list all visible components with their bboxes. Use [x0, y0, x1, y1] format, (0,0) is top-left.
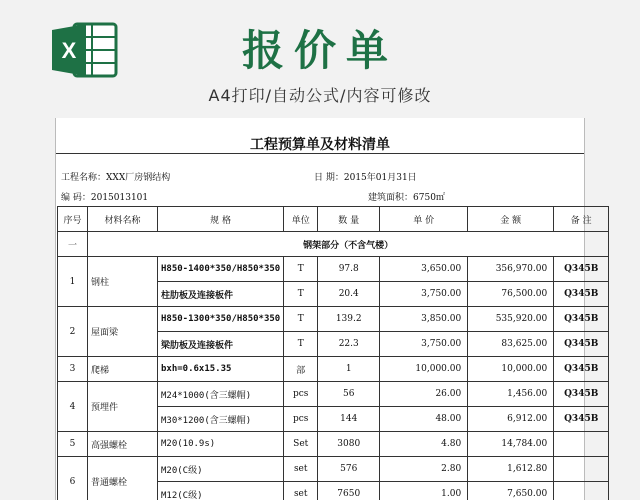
- quantity-cell[interactable]: 144: [318, 407, 380, 432]
- unit-price-cell[interactable]: 4.80: [380, 432, 468, 457]
- area-value: 6750㎡: [413, 193, 445, 203]
- spec-cell[interactable]: M24*1000(含三螺帽): [158, 382, 284, 407]
- note-cell[interactable]: Q345B: [554, 357, 609, 382]
- table-row: [58, 257, 609, 282]
- unit-cell[interactable]: 部: [284, 357, 318, 382]
- column-header[interactable]: 单位: [284, 207, 318, 232]
- column-header[interactable]: 材料名称: [88, 207, 158, 232]
- column-header[interactable]: 备 注: [554, 207, 609, 232]
- note-cell[interactable]: Q345B: [554, 382, 609, 407]
- note-cell[interactable]: Q345B: [554, 332, 609, 357]
- spec-cell[interactable]: bxh=0.6x15.35: [158, 357, 284, 382]
- material-name[interactable]: 高强螺栓: [88, 432, 158, 457]
- column-header[interactable]: 单 价: [380, 207, 468, 232]
- quantity-cell[interactable]: 56: [318, 382, 380, 407]
- code: [61, 190, 148, 203]
- code-value: 2015013101: [90, 193, 149, 203]
- unit-cell[interactable]: pcs: [284, 407, 318, 432]
- unit-cell[interactable]: Set: [284, 432, 318, 457]
- document-title: 工程预算单及材料清单: [56, 130, 584, 154]
- unit-price-cell[interactable]: 3,750.00: [380, 332, 468, 357]
- spec-cell[interactable]: M30*1200(含三螺帽): [158, 407, 284, 432]
- quantity-cell[interactable]: 576: [318, 457, 380, 482]
- project-name: [61, 170, 170, 183]
- column-header[interactable]: 金 额: [468, 207, 554, 232]
- unit-cell[interactable]: pcs: [284, 382, 318, 407]
- note-cell[interactable]: [554, 457, 609, 482]
- spec-cell[interactable]: H850-1400*350/H850*350: [158, 257, 284, 282]
- unit-cell[interactable]: T: [284, 257, 318, 282]
- amount-cell[interactable]: 83,625.00: [468, 332, 554, 357]
- material-name[interactable]: 爬梯: [88, 357, 158, 382]
- amount-cell[interactable]: 356,970.00: [468, 257, 554, 282]
- unit-price-cell[interactable]: 1.00: [380, 482, 468, 500]
- date: [314, 170, 417, 183]
- unit-cell[interactable]: set: [284, 457, 318, 482]
- table-row: [58, 457, 609, 482]
- code-label: 编 码：: [61, 193, 91, 203]
- amount-cell[interactable]: 76,500.00: [468, 282, 554, 307]
- banner-subtitle: A4打印/自动公式/内容可修改: [208, 86, 432, 105]
- unit-cell[interactable]: T: [284, 332, 318, 357]
- note-cell[interactable]: [554, 432, 609, 457]
- table-row: [58, 382, 609, 407]
- column-header[interactable]: 数 量: [318, 207, 380, 232]
- banner: [0, 0, 640, 118]
- table-row: [58, 432, 609, 457]
- quantity-cell[interactable]: 22.3: [318, 332, 380, 357]
- spec-cell[interactable]: 梁肋板及连接板件: [158, 332, 284, 357]
- spec-cell[interactable]: M20(C级): [158, 457, 284, 482]
- unit-price-cell[interactable]: 48.00: [380, 407, 468, 432]
- unit-price-cell[interactable]: 26.00: [380, 382, 468, 407]
- unit-price-cell[interactable]: 3,750.00: [380, 282, 468, 307]
- section-title[interactable]: 钢架部分（不含气楼）: [88, 232, 609, 257]
- table-row: [58, 307, 609, 332]
- date-label: 日 期：: [314, 173, 344, 183]
- unit-cell[interactable]: T: [284, 307, 318, 332]
- note-cell[interactable]: Q345B: [554, 282, 609, 307]
- item-number[interactable]: 4: [58, 382, 88, 432]
- unit-price-cell[interactable]: 10,000.00: [380, 357, 468, 382]
- material-name[interactable]: 钢柱: [88, 257, 158, 307]
- section-number[interactable]: 一: [58, 232, 88, 257]
- unit-cell[interactable]: set: [284, 482, 318, 500]
- amount-cell[interactable]: 1,612.80: [468, 457, 554, 482]
- amount-cell[interactable]: 6,912.00: [468, 407, 554, 432]
- project-value: XXX厂房钢结构: [106, 173, 171, 183]
- svg-text:X: X: [61, 38, 77, 63]
- date-value: 2015年01月31日: [343, 173, 417, 183]
- table-row: [58, 357, 609, 382]
- project-label: 工程名称：: [61, 173, 107, 183]
- spec-cell[interactable]: M20(10.9s): [158, 432, 284, 457]
- note-cell[interactable]: Q345B: [554, 407, 609, 432]
- amount-cell[interactable]: 535,920.00: [468, 307, 554, 332]
- item-number[interactable]: 3: [58, 357, 88, 382]
- column-header[interactable]: 规 格: [158, 207, 284, 232]
- quantity-cell[interactable]: 20.4: [318, 282, 380, 307]
- amount-cell[interactable]: 1,456.00: [468, 382, 554, 407]
- note-cell[interactable]: [554, 482, 609, 500]
- amount-cell[interactable]: 10,000.00: [468, 357, 554, 382]
- amount-cell[interactable]: 14,784.00: [468, 432, 554, 457]
- unit-price-cell[interactable]: 2.80: [380, 457, 468, 482]
- banner-title: 报价单: [241, 26, 398, 75]
- quantity-cell[interactable]: 1: [318, 357, 380, 382]
- item-number[interactable]: 6: [58, 457, 88, 500]
- quantity-cell[interactable]: 7650: [318, 482, 380, 500]
- area: [368, 190, 445, 203]
- item-number[interactable]: 5: [58, 432, 88, 457]
- area-label: 建筑面积：: [368, 193, 414, 203]
- note-cell[interactable]: Q345B: [554, 257, 609, 282]
- spec-cell[interactable]: 柱肋板及连接板件: [158, 282, 284, 307]
- unit-price-cell[interactable]: 3,650.00: [380, 257, 468, 282]
- quantity-cell[interactable]: 139.2: [318, 307, 380, 332]
- amount-cell[interactable]: 7,650.00: [468, 482, 554, 500]
- quantity-cell[interactable]: 97.8: [318, 257, 380, 282]
- section-row: [58, 232, 609, 257]
- material-name[interactable]: 预埋件: [88, 382, 158, 432]
- item-number[interactable]: 1: [58, 257, 88, 307]
- spec-cell[interactable]: H850-1300*350/H850*350: [158, 307, 284, 332]
- quantity-cell[interactable]: 3080: [318, 432, 380, 457]
- table-header-row: [58, 207, 609, 232]
- material-name[interactable]: 屋面梁: [88, 307, 158, 357]
- unit-cell[interactable]: T: [284, 282, 318, 307]
- material-name[interactable]: 普通螺栓: [88, 457, 158, 500]
- spec-cell[interactable]: M12(C级): [158, 482, 284, 500]
- materials-table: [57, 206, 609, 500]
- column-header[interactable]: 序号: [58, 207, 88, 232]
- item-number[interactable]: 2: [58, 307, 88, 357]
- note-cell[interactable]: Q345B: [554, 307, 609, 332]
- unit-price-cell[interactable]: 3,850.00: [380, 307, 468, 332]
